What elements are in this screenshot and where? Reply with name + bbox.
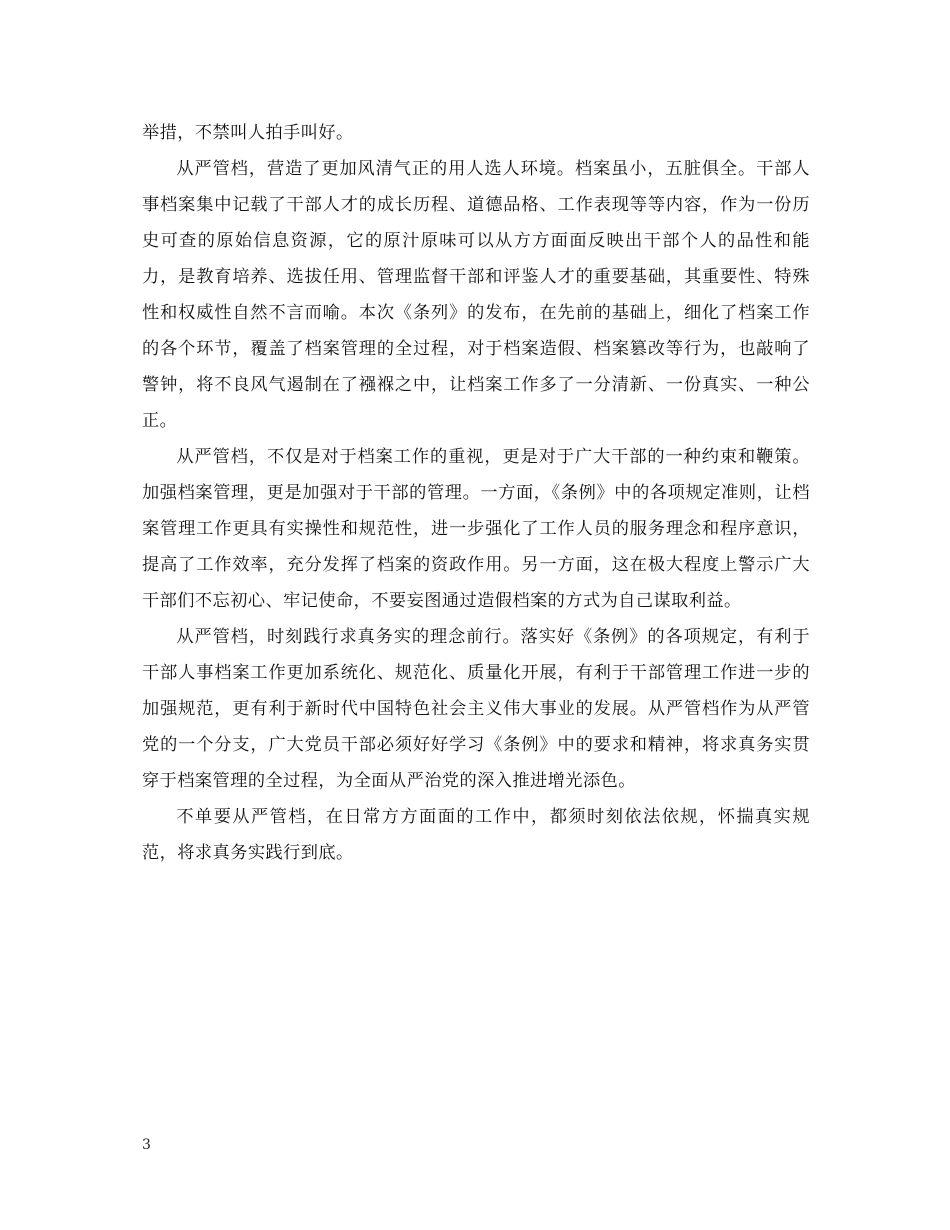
- paragraph: 从严管档，时刻践行求真务实的理念前行。落实好《条例》的各项规定，有利于干部人事档案工作更加系统化、规范化、质量化开展，有利于干部管理工作进一步的加强规范，更有利于新时代中国特色社会主义伟大事业的发展。从严管档作为从严管党的一个分支，广大党员干部必须好好学习《条例》中的要求和精神，将求真务实贯穿于档案管理的全过程，为全面从严治党的深入推进增光添色。: [142, 627, 810, 791]
- paragraph: 不单要从严管档，在日常方方面面的工作中，都须时刻依法依规，怀揣真实规范，将求真务实践行到底。: [142, 807, 810, 863]
- paragraph-continuation: 举措，不禁叫人拍手叫好。: [142, 123, 354, 143]
- page-number: 3: [142, 1137, 151, 1153]
- document-body: [142, 115, 810, 871]
- paragraph: 从严管档，不仅是对于档案工作的重视，更是对于广大干部的一种约束和鞭策。加强档案管理，更是加强对于干部的管理。一方面，《条例》中的各项规定准则，让档案管理工作更具有实操性和规范性，进一步强化了工作人员的服务理念和程序意识，提高了工作效率，充分发挥了档案的资政作用。另一方面，这在极大程度上警示广大干部们不忘初心、牢记使命，不要妄图通过造假档案的方式为自己谋取利益。: [142, 447, 810, 611]
- paragraph: 从严管档，营造了更加风清气正的用人选人环境。档案虽小，五脏俱全。干部人事档案集中记载了干部人才的成长历程、道德品格、工作表现等等内容，作为一份历史可查的原始信息资源，它的原汁原味可以从方方面面反映出干部个人的品性和能力，是教育培养、选拔任用、管理监督干部和评鉴人才的重要基础，其重要性、特殊性和权威性自然不言而喻。本次《条列》的发布，在先前的基础上，细化了档案工作的各个环节，覆盖了档案管理的全过程，对于档案造假、档案篡改等行为，也敲响了警钟，将不良风气遏制在了襁褓之中，让档案工作多了一分清新、一份真实、一种公正。: [142, 159, 810, 431]
